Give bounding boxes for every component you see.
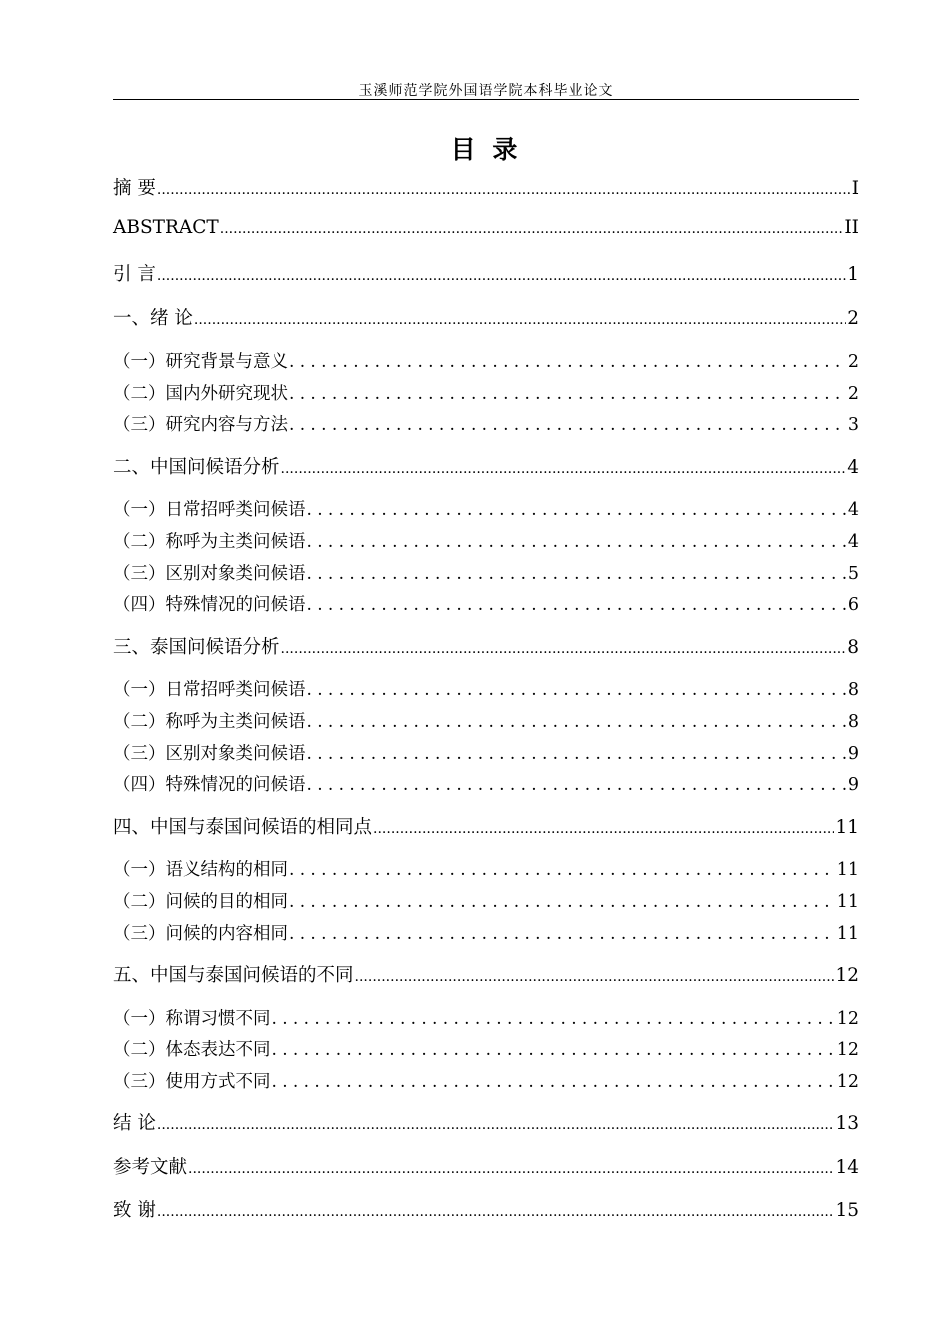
toc-entry-label: 三、泰国问候语分析 (113, 637, 280, 658)
toc-leader-dots (289, 415, 847, 435)
toc-entry-section-3-1[interactable] (113, 676, 859, 701)
toc-entry-page: 8 (847, 680, 859, 700)
toc-entry-label: （三）问候的内容相同 (113, 924, 288, 944)
toc-leader-dots (281, 637, 847, 658)
toc-entry-acknowledgements[interactable] (113, 1196, 859, 1222)
toc-leader-dots (157, 1200, 835, 1221)
toc-leader-dots (272, 1040, 836, 1060)
toc-entry-section-3-3[interactable] (113, 740, 859, 765)
toc-leader-dots (289, 892, 836, 912)
toc-entry-section-3-2[interactable] (113, 708, 859, 733)
toc-entry-page: 13 (835, 1113, 859, 1134)
toc-entry-page: 8 (847, 637, 859, 658)
toc-entry-label: （一）日常招呼类问候语 (113, 680, 306, 700)
toc-entry-section-5-1[interactable] (113, 1005, 859, 1030)
toc-leader-dots (307, 744, 847, 764)
toc-entry-label: 致 谢 (113, 1200, 156, 1221)
toc-entry-label: （一）语义结构的相同 (113, 860, 288, 880)
toc-leader-dots (188, 1157, 834, 1178)
toc-leader-dots (307, 680, 847, 700)
toc-leader-dots (281, 457, 847, 478)
toc-leader-dots (307, 595, 847, 615)
toc-entry-section-2-4[interactable] (113, 591, 859, 616)
toc-entry-conclusion[interactable] (113, 1109, 859, 1135)
toc-entry-abstract-zh[interactable] (113, 174, 859, 200)
toc-entry-page: 1 (847, 264, 859, 285)
toc-entry-section-4-3[interactable] (113, 920, 859, 945)
toc-entry-page: 11 (836, 892, 859, 912)
toc-entry-page: 4 (847, 457, 859, 478)
toc-entry-page: 2 (847, 308, 859, 329)
toc-entry-page: 11 (836, 924, 859, 944)
toc-entry-page: 3 (847, 415, 859, 435)
toc-leader-dots (289, 924, 836, 944)
toc-entry-page: 12 (836, 1009, 859, 1029)
toc-entry-chapter-2[interactable] (113, 453, 859, 479)
toc-entry-chapter-3[interactable] (113, 633, 859, 659)
toc-leader-dots (289, 860, 836, 880)
toc-leader-dots (355, 965, 835, 986)
toc-entry-page: 12 (835, 965, 859, 986)
toc-entry-page: 12 (836, 1040, 859, 1060)
toc-entry-references[interactable] (113, 1153, 859, 1179)
toc-entry-label: 四、中国与泰国问候语的相同点 (113, 817, 373, 838)
toc-entry-label: （一）研究背景与意义 (113, 352, 288, 372)
toc-entry-section-1-2[interactable] (113, 380, 859, 405)
toc-leader-dots (157, 1113, 835, 1134)
toc-entry-chapter-1[interactable] (113, 304, 859, 330)
toc-leader-dots (373, 817, 834, 838)
toc-entry-label: （三）区别对象类问候语 (113, 744, 306, 764)
toc-entry-page: 9 (847, 744, 859, 764)
toc-leader-dots (307, 532, 847, 552)
toc-entry-page: 12 (836, 1072, 859, 1092)
toc-entry-section-5-2[interactable] (113, 1036, 859, 1061)
toc-entry-page: 11 (835, 817, 859, 838)
toc-entry-page: 11 (836, 860, 859, 880)
toc-entry-section-5-3[interactable] (113, 1068, 859, 1093)
toc-entry-label: 摘 要 (113, 178, 156, 199)
toc-entry-page: 15 (835, 1200, 859, 1221)
toc-entry-section-4-2[interactable] (113, 888, 859, 913)
toc-entry-label: （二）体态表达不同 (113, 1040, 271, 1060)
running-header: 玉溪师范学院外国语学院本科毕业论文 (358, 83, 614, 99)
toc-entry-page: 14 (835, 1157, 859, 1178)
toc-entry-introduction[interactable] (113, 260, 859, 286)
toc-entry-label: 参考文献 (113, 1157, 188, 1178)
toc-leader-dots (307, 712, 847, 732)
toc-entry-page: 9 (847, 775, 859, 795)
toc-leader-dots (307, 500, 847, 520)
toc-entry-page: I (851, 178, 859, 199)
toc-entry-label: 结 论 (113, 1113, 156, 1134)
toc-entry-label: （二）问候的目的相同 (113, 892, 288, 912)
table-of-contents (113, 0, 859, 1344)
toc-entry-label: （二）称呼为主类问候语 (113, 532, 306, 552)
toc-entry-section-3-4[interactable] (113, 771, 859, 796)
toc-entry-label: 一、绪 论 (113, 308, 193, 329)
toc-leader-dots (289, 384, 847, 404)
toc-entry-section-4-1[interactable] (113, 856, 859, 881)
toc-entry-page: 4 (847, 532, 859, 552)
toc-entry-label: 五、中国与泰国问候语的不同 (113, 965, 354, 986)
toc-entry-label: ABSTRACT (113, 217, 219, 238)
toc-entry-page: 6 (847, 595, 859, 615)
toc-entry-section-2-1[interactable] (113, 496, 859, 521)
toc-entry-abstract-en[interactable] (113, 217, 859, 238)
toc-entry-page: 8 (847, 712, 859, 732)
toc-leader-dots (289, 352, 847, 372)
toc-entry-page: 2 (847, 352, 859, 372)
toc-entry-section-1-3[interactable] (113, 411, 859, 436)
toc-entry-label: （三）区别对象类问候语 (113, 564, 306, 584)
toc-entry-label: 二、中国问候语分析 (113, 457, 280, 478)
toc-title: 目 录 (450, 135, 522, 164)
toc-leader-dots (272, 1072, 836, 1092)
toc-entry-chapter-5[interactable] (113, 961, 859, 987)
toc-entry-label: （四）特殊情况的问候语 (113, 595, 306, 615)
toc-leader-dots (307, 564, 847, 584)
toc-entry-label: （四）特殊情况的问候语 (113, 775, 306, 795)
toc-entry-label: （三）使用方式不同 (113, 1072, 271, 1092)
toc-entry-label: （一）日常招呼类问候语 (113, 500, 306, 520)
toc-entry-label: （一）称谓习惯不同 (113, 1009, 271, 1029)
toc-leader-dots (194, 308, 846, 329)
toc-entry-label: 引 言 (113, 264, 156, 285)
toc-leader-dots (307, 775, 847, 795)
toc-entry-label: （三）研究内容与方法 (113, 415, 288, 435)
toc-leader-dots (157, 264, 846, 285)
toc-entry-page: II (844, 217, 859, 238)
toc-leader-dots (220, 217, 844, 238)
toc-leader-dots (157, 178, 851, 199)
toc-entry-page: 4 (847, 500, 859, 520)
toc-leader-dots (272, 1009, 836, 1029)
toc-entry-section-1-1[interactable] (113, 348, 859, 373)
toc-entry-chapter-4[interactable] (113, 813, 859, 839)
toc-entry-page: 2 (847, 384, 859, 404)
toc-entry-label: （二）国内外研究现状 (113, 384, 288, 404)
toc-entry-section-2-3[interactable] (113, 560, 859, 585)
toc-entry-section-2-2[interactable] (113, 528, 859, 553)
toc-entry-label: （二）称呼为主类问候语 (113, 712, 306, 732)
toc-entry-page: 5 (847, 564, 859, 584)
